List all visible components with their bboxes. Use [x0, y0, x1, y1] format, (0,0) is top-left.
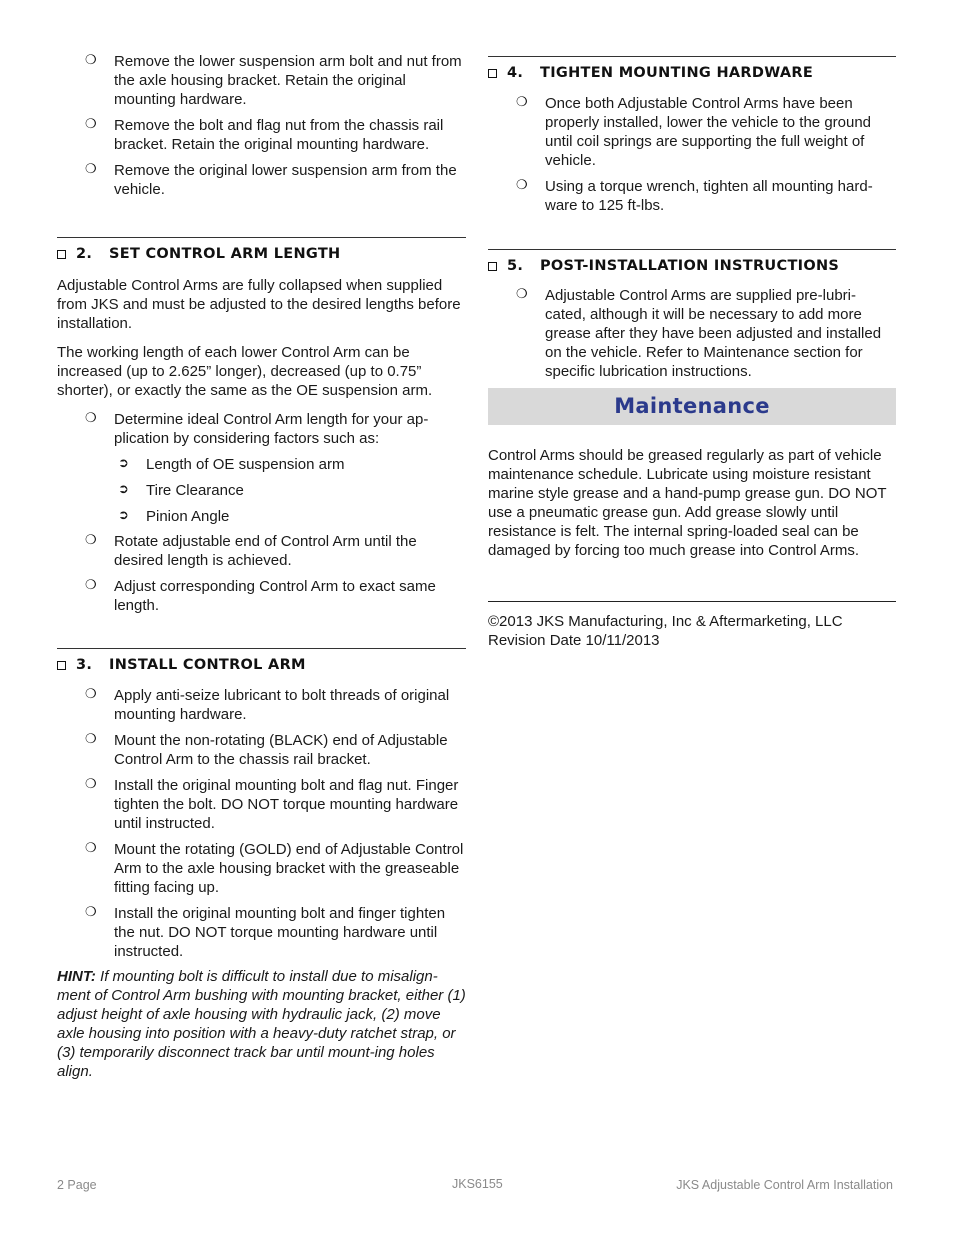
list-item: ❍ Apply anti-seize lubricant to bolt threads of original mounting hardware. — [114, 686, 466, 724]
list-item: ❍ Remove the bolt and flag nut from the chassis rail bracket. Retain the original mounting hardware. — [114, 116, 466, 154]
section-number: 4. — [507, 65, 524, 81]
sub-list-item: ➲ Tire Clearance — [146, 481, 466, 500]
hint-label: HINT: — [57, 968, 96, 985]
section-5-list — [488, 286, 896, 381]
list-item: ❍ Mount the non-rotating (BLACK) end of Adjustable Control Arm to the chassis rail bracket. — [114, 731, 466, 769]
copyright: ©2013 JKS Manufacturing, Inc & Aftermarketing, LLC — [488, 613, 843, 630]
checkbox-icon — [57, 250, 66, 259]
hint-note — [57, 967, 466, 1081]
maintenance-banner — [488, 388, 896, 425]
section-4-list — [488, 94, 896, 215]
section-2-list — [57, 410, 466, 615]
maintenance-text: Control Arms should be greased regularly as part of vehicle maintenance schedule. Lubricate using moisture resistant marine style grease and a hand-pump grease gun. DO NOT use a pneumatic grease gun. Add grease slowly until resistance is felt. The internal spring-loaded seal can be damaged by forcing too much grease into Control Arms. — [488, 447, 887, 559]
section-2-heading — [57, 237, 466, 264]
list-item: ❍ Install the original mounting bolt and flag nut. Finger tighten the bolt. DO NOT torque mounting hardware until instructed. — [114, 776, 466, 833]
checkbox-icon — [57, 661, 66, 670]
list-item: ❍ Install the original mounting bolt and finger tighten the nut. DO NOT torque mounting hardware until instructed. — [114, 904, 466, 961]
sub-list-item: ➲ Length of OE suspension arm — [146, 455, 466, 474]
section-number: 5. — [507, 258, 524, 274]
hint-text: If mounting bolt is difficult to install due to misalign-ment of Control Arm bushing with mounting bracket, either (1) adjust height of axle housing with hydraulic jack, (2) move axle housing into position with a heavy-duty ratchet strap, or (3) temporarily disconnect track bar until mount-ing holes align. — [57, 968, 466, 1080]
section-4-heading — [488, 56, 896, 83]
maintenance-title: Maintenance — [614, 394, 770, 418]
factor-list — [114, 455, 466, 526]
section-number: 2. — [76, 246, 93, 262]
divider — [488, 601, 896, 602]
section-3-heading — [57, 648, 466, 675]
paragraph: Adjustable Control Arms are fully collapsed when supplied from JKS and must be adjusted to the desired lengths before installation. — [57, 277, 461, 332]
list-item: ❍ Using a torque wrench, tighten all mounting hard-ware to 125 ft-lbs. — [545, 177, 896, 215]
list-item: ❍ Rotate adjustable end of Control Arm until the desired length is achieved. — [114, 532, 466, 570]
list-item — [114, 410, 466, 526]
checkbox-icon — [488, 69, 497, 78]
section-number: 3. — [76, 657, 93, 673]
section-title: SET CONTROL ARM LENGTH — [109, 246, 341, 262]
sub-list-item: ➲ Pinion Angle — [146, 507, 466, 526]
footer-doc-title: JKS Adjustable Control Arm Installation — [676, 1178, 893, 1192]
list-item-text: Determine ideal Control Arm length for your ap-plication by considering factors such as: — [114, 411, 429, 447]
right-column — [488, 56, 896, 650]
list-item: ❍ Adjust corresponding Control Arm to exact same length. — [114, 577, 466, 615]
paragraph: The working length of each lower Control Arm can be increased (up to 2.625” longer), decreased (up to 0.75” shorter), or exactly the same as the OE suspension arm. — [57, 344, 433, 399]
list-item: ❍ Remove the lower suspension arm bolt and nut from the axle housing bracket. Retain the original mounting hardware. — [114, 52, 466, 109]
checkbox-icon — [488, 262, 497, 271]
section-title: POST-INSTALLATION INSTRUCTIONS — [540, 258, 840, 274]
footer-page-number: 2 Page — [57, 1178, 97, 1192]
section-5-heading — [488, 249, 896, 276]
list-item: ❍ Adjustable Control Arms are supplied pre-lubri-cated, although it will be necessary to add more grease after they have been adjusted and installed on the vehicle. Refer to Maintenance section for specific lubrication instructions. — [545, 286, 896, 381]
removal-steps-list — [57, 52, 466, 199]
section-3-list — [57, 686, 466, 961]
left-column — [57, 52, 466, 1081]
list-item: ❍ Once both Adjustable Control Arms have been properly installed, lower the vehicle to the ground until coil springs are supporting the full weight of vehicle. — [545, 94, 896, 170]
list-item: ❍ Remove the original lower suspension arm from the vehicle. — [114, 161, 466, 199]
footer-doc-code: JKS6155 — [452, 1177, 503, 1191]
section-title: INSTALL CONTROL ARM — [109, 657, 306, 673]
section-title: TIGHTEN MOUNTING HARDWARE — [540, 65, 814, 81]
revision-date: Revision Date 10/11/2013 — [488, 632, 660, 649]
list-item: ❍ Mount the rotating (GOLD) end of Adjustable Control Arm to the axle housing bracket with the greaseable fitting facing up. — [114, 840, 466, 897]
